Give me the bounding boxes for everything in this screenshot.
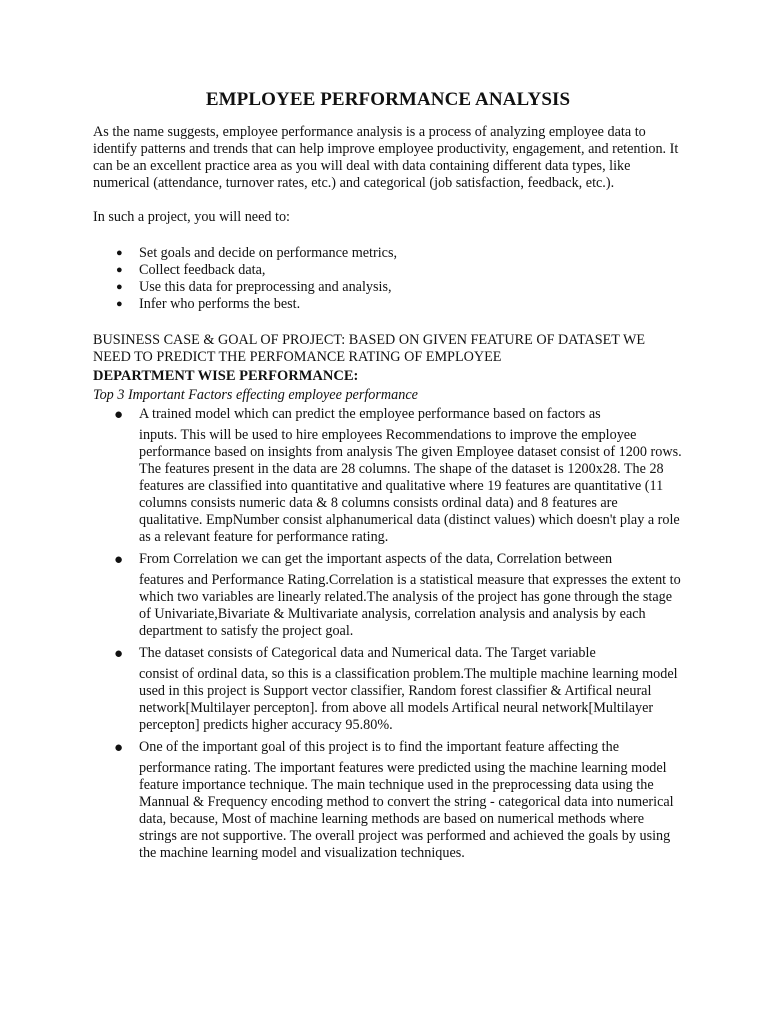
list-item [93,262,683,279]
bullet-icon: ● [116,264,123,276]
bullet-icon: ● [114,646,124,662]
list-item-text: Use this data for preprocessing and analysis, [139,279,392,295]
list-item-text: Collect feedback data, [139,262,266,278]
list-item-text: inputs. This will be used to hire employees Recommendations to improve the employee performance based on insights from analysis The given Employee dataset consist of 1200 rows. The features present in the data are 28 columns. The shape of the dataset is 1200x28. The 28 features are classified into quantitative and qualitative where 19 features are quantitative (11 columns consists numeric data & 8 columns consists ordinal data) and 8 features are qualitative. EmpNumber consist alphanumerical data (distinct values) which doesn't play a role as a relevant feature for performance rating. [139,427,682,545]
bullet-icon: ● [116,298,123,310]
list-item-first-line: A trained model which can predict the employee performance based on factors as [139,406,601,422]
list-item [93,406,683,546]
list-item-text: Infer who performs the best. [139,296,301,312]
list-item [93,279,683,296]
project-needs-intro: In such a project, you will need to: [93,209,290,225]
list-item [93,551,683,640]
list-item-text: Set goals and decide on performance metrics, [139,245,398,261]
department-heading: DEPARTMENT WISE PERFORMANCE: [93,368,359,384]
list-item-first-line: The dataset consists of Categorical data and Numerical data. The Target variable [139,645,596,661]
intro-paragraph: As the name suggests, employee performance analysis is a process of analyzing employee data to identify patterns and trends that can help improve employee productivity, engagement, and retention. It can be an excellent practice area as you will deal with data containing different data types, like numerical (attendance, turnover rates, etc.) and categorical (job satisfaction, feedback, etc.). [93,124,679,191]
bullet-icon: ● [114,740,124,756]
bullet-icon: ● [116,247,123,259]
factors-list [93,406,683,862]
list-item-first-line: From Correlation we can get the important aspects of the data, Correlation between [139,551,613,567]
document-page [93,86,683,867]
list-item-text: features and Performance Rating.Correlation is a statistical measure that expresses the extent to which two variables are linearly related.The analysis of the project has gone through the stage of Univariate,Bivariate & Multivariate analysis, correlation analysis and analysis by each department to satisfy the project goal. [139,572,681,639]
business-case-text: BUSINESS CASE & GOAL OF PROJECT: BASED ON GIVEN FEATURE OF DATASET WE NEED TO PREDICT THE PERFOMANCE RATING OF EMPLOYEE [93,332,646,365]
list-item [93,296,683,313]
list-item [93,739,683,862]
list-item [93,245,683,262]
project-steps-list [93,245,683,313]
factors-heading: Top 3 Important Factors effecting employee performance [93,387,418,403]
list-item [93,645,683,734]
bullet-icon: ● [114,552,124,568]
list-item-text: performance rating. The important features were predicted using the machine learning model feature importance technique. The main technique used in the preprocessing data using the Mannual & Frequency encoding method to convert the string - categorical data into numerical data, because, Most of machine learning methods are based on numerical methods where strings are not supportive. The overall project was performed and achieved the goals by using the machine learning model and visualization techniques. [139,760,674,861]
bullet-icon: ● [114,407,124,423]
list-item-text: consist of ordinal data, so this is a classification problem.The multiple machine learning model used in this project is Support vector classifier, Random forest classifier & Artifical neural network[Multilayer percepton]. from above all models Artifical neural network[Multilayer percepton] predicts higher accuracy 95.80%. [139,666,678,733]
document-title: EMPLOYEE PERFORMANCE ANALYSIS [205,89,571,110]
list-item-first-line: One of the important goal of this project is to find the important feature affecting the [139,739,619,755]
bullet-icon: ● [116,281,123,293]
